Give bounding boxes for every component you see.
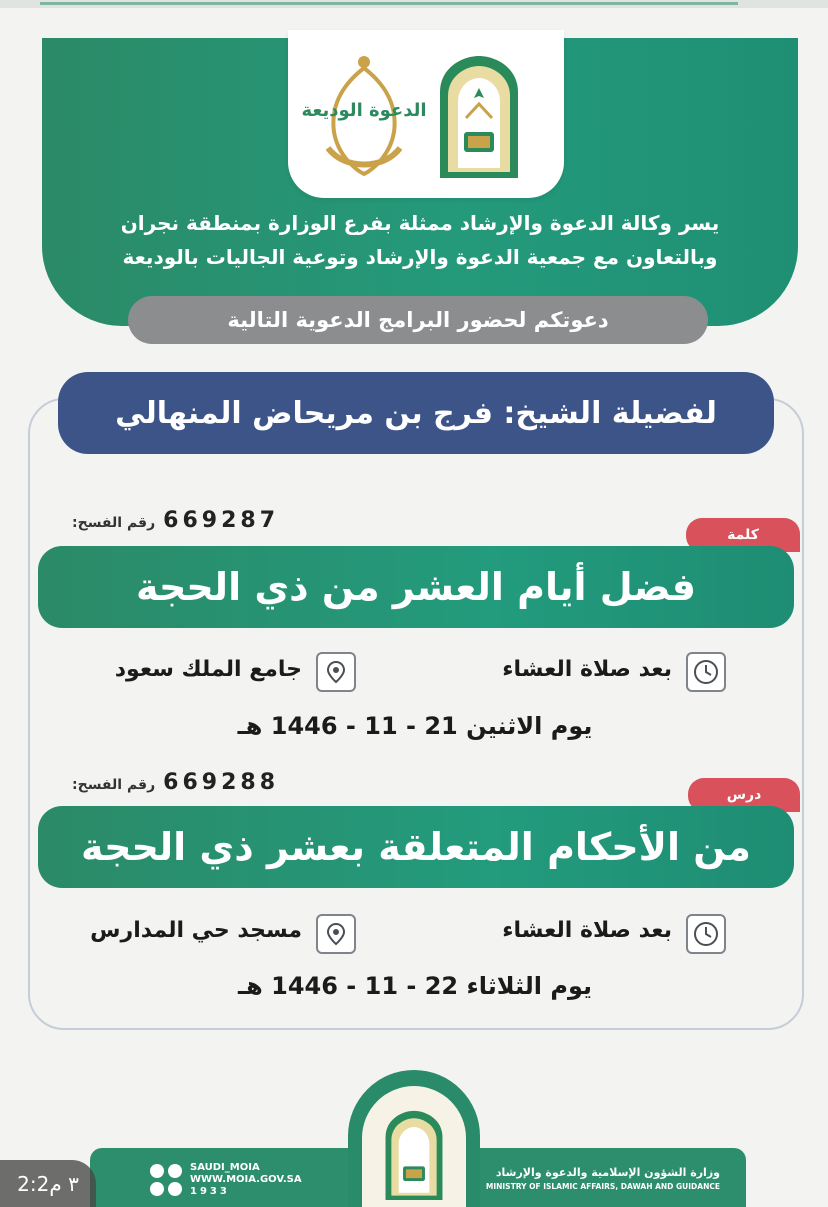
header-text xyxy=(80,206,760,274)
phone-icon xyxy=(168,1182,182,1196)
status-time: 2:2٣ م xyxy=(0,1160,96,1207)
lesson-number-1-value: 669287 xyxy=(163,508,280,533)
program-date-2: يوم الثلاثاء 22 - 11 - 1446 هـ xyxy=(237,972,593,1000)
top-edge xyxy=(0,0,828,8)
lesson-number-2-value: 669288 xyxy=(163,770,280,795)
instagram-icon xyxy=(168,1164,182,1178)
footer-handle: SAUDI_MOIA xyxy=(190,1162,260,1173)
footer-emblem xyxy=(382,1108,446,1200)
header-line-1: يسر وكالة الدعوة والإرشاد ممثلة بفرع الوزارة بمنطقة نجران xyxy=(120,211,720,235)
wadeaa-logo-text: الدعوة الوديعة xyxy=(301,100,427,121)
lesson-number-1-label: رقم الفسح: xyxy=(72,515,156,531)
lesson-number-2 xyxy=(72,770,279,795)
youtube-icon xyxy=(150,1182,164,1196)
invite-pill: دعوتكم لحضور البرامج الدعوية التالية xyxy=(128,296,708,344)
program-title-2: من الأحكام المتعلقة بعشر ذي الحجة xyxy=(38,806,794,888)
logo-tab xyxy=(288,30,564,198)
program-date-1: يوم الاثنين 21 - 11 - 1446 هـ xyxy=(237,712,593,740)
footer-contact xyxy=(150,1162,302,1198)
type-badge-2: درس xyxy=(688,778,800,812)
wadeaa-logo xyxy=(301,52,427,180)
footer-ministry xyxy=(480,1166,720,1194)
clock-icon xyxy=(686,914,726,954)
program-time-2: بعد صلاة العشاء xyxy=(502,918,672,943)
location-icon xyxy=(316,914,356,954)
social-icons xyxy=(150,1164,182,1196)
moia-emblem xyxy=(436,52,522,178)
sheikh-name: لفضيلة الشيخ: فرج بن مريحاض المنهالي xyxy=(58,372,774,454)
program-title-1: فضل أيام العشر من ذي الحجة xyxy=(38,546,794,628)
lesson-number-1 xyxy=(72,508,279,533)
footer-website: WWW.MOIA.GOV.SA xyxy=(190,1174,302,1185)
program-time-1: بعد صلاة العشاء xyxy=(502,657,672,682)
footer-ministry-en: MINISTRY OF ISLAMIC AFFAIRS, DAWAH AND GUIDANCE xyxy=(485,1182,720,1191)
program-place-2: مسجد حي المدارس xyxy=(90,918,302,943)
footer-ministry-ar: وزارة الشؤون الإسلامية والدعوة والإرشاد xyxy=(495,1166,720,1179)
type-badge-1: كلمة xyxy=(686,518,800,552)
program-place-1: جامع الملك سعود xyxy=(114,657,302,682)
footer-phone: 1933 xyxy=(190,1186,230,1197)
clock-icon xyxy=(686,652,726,692)
twitter-icon xyxy=(150,1164,164,1178)
header-line-2: وبالتعاون مع جمعية الدعوة والإرشاد وتوعية الجاليات بالوديعة xyxy=(122,245,718,269)
location-icon xyxy=(316,652,356,692)
lesson-number-2-label: رقم الفسح: xyxy=(72,777,156,793)
